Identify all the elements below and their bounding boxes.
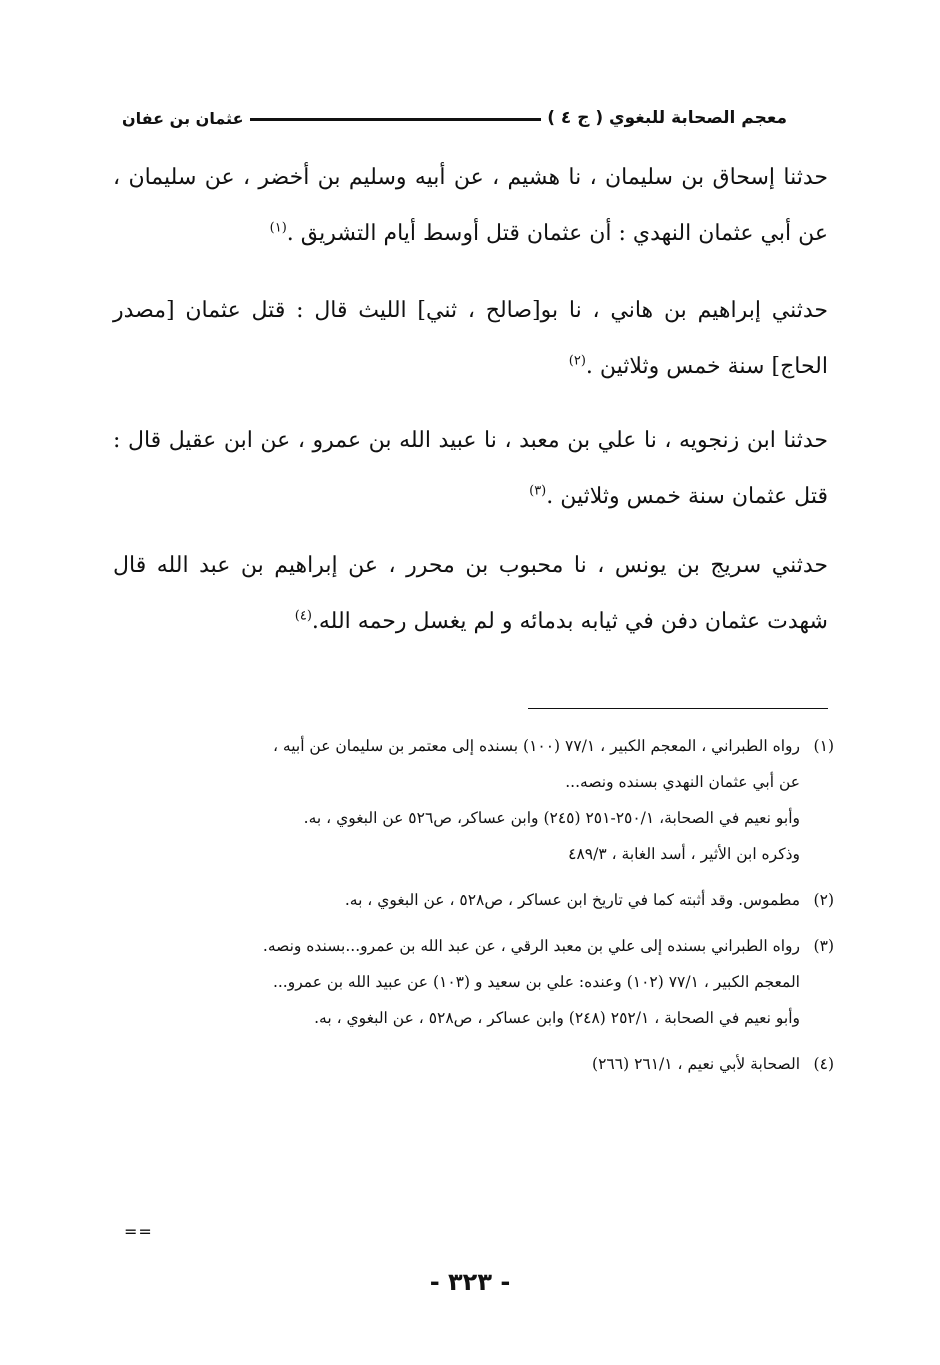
paragraph-text: حدثنا إسحاق بن سليمان ، نا هشيم ، عن أبيه وسليم بن أخضر ، عن سليمان ، عن أبي عثمان النهدي : أن عثمان قتل أوسط أيام التشريق .	[113, 165, 828, 246]
footnote-line: المعجم الكبير ، ٧٧/١ (١٠٢) وعنده: علي بن سعيد و (١٠٣) عن عبيد الله بن عمرو...	[272, 973, 800, 991]
footnote-number: (٣)	[813, 937, 834, 955]
footnote-line: وذكره ابن الأثير ، أسد الغابة ، ٤٨٩/٣	[568, 845, 800, 863]
footnote-ref: (٢)	[568, 353, 586, 369]
section-title: عثمان بن عفان	[122, 108, 244, 128]
footnote-separator	[528, 708, 828, 709]
footnote-4	[114, 1046, 834, 1082]
book-title: معجم الصحابة للبغوي ( ج ٤ )	[547, 108, 787, 128]
footnote-line: وأبو نعيم في الصحابة، ٢٥٠/١-٢٥١ (٢٤٥) وابن عساكر، ص٥٢٦ عن البغوي ، به.	[303, 809, 800, 827]
page-number: - ٣٢٣ -	[429, 1268, 511, 1296]
continuation-mark: ==	[124, 1222, 153, 1241]
footnote-number: (١)	[813, 737, 834, 755]
footnote-2	[114, 882, 834, 918]
footnotes	[114, 728, 834, 1092]
footnote-ref: (٤)	[294, 608, 312, 624]
footnote-ref: (٣)	[529, 483, 547, 499]
paragraph-1	[113, 150, 828, 262]
footnote-line: مطموس. وقد أثبته كما في تاريخ ابن عساكر ، ص٥٢٨ ، عن البغوي ، به.	[344, 891, 800, 909]
footnote-line: رواه الطبراني ، المعجم الكبير ، ٧٧/١ (١٠٠) بسنده إلى معتمر بن سليمان عن أبيه ،	[272, 737, 800, 755]
paragraph-3	[113, 413, 828, 525]
paragraph-text: حدثني سريج بن يونس ، نا محبوب بن محرر ، عن إبراهيم بن عبد الله قال شهدت عثمان دفن في ثيابه بدمائه و لم يغسل رحمه الله.	[113, 553, 828, 634]
footnote-1	[114, 728, 834, 872]
footnote-3	[114, 928, 834, 1036]
footnote-number: (٢)	[813, 891, 834, 909]
footnote-number: (٤)	[813, 1055, 834, 1073]
paragraph-text: حدثنا ابن زنجويه ، نا علي بن معبد ، نا عبيد الله بن عمرو ، عن ابن عقيل قال : قتل عثمان سنة خمس وثلاثين .	[113, 428, 828, 509]
running-header	[122, 104, 787, 132]
paragraph-4	[113, 538, 828, 650]
footnote-line: وأبو نعيم في الصحابة ، ٢٥٢/١ (٢٤٨) وابن عساكر ، ص٥٢٨ ، عن البغوي ، به.	[314, 1009, 800, 1027]
paragraph-2	[113, 283, 828, 395]
header-rule	[250, 118, 542, 121]
footnote-ref: (١)	[269, 220, 287, 236]
paragraph-text: حدثني إبراهيم بن هاني ، نا بو[صالح ، ثني] الليث قال : قتل عثمان [مصدر الحاج] سنة خمس وثلاثين .	[113, 298, 828, 379]
footnote-line: رواه الطبراني بسنده إلى علي بن معبد الرقي ، عن عبد الله بن عمرو...بسنده ونصه.	[262, 937, 800, 955]
footnote-line: الصحابة لأبي نعيم ، ٢٦١/١ (٢٦٦)	[592, 1055, 800, 1073]
footnote-line: عن أبي عثمان النهدي بسنده ونصه...	[565, 773, 800, 791]
